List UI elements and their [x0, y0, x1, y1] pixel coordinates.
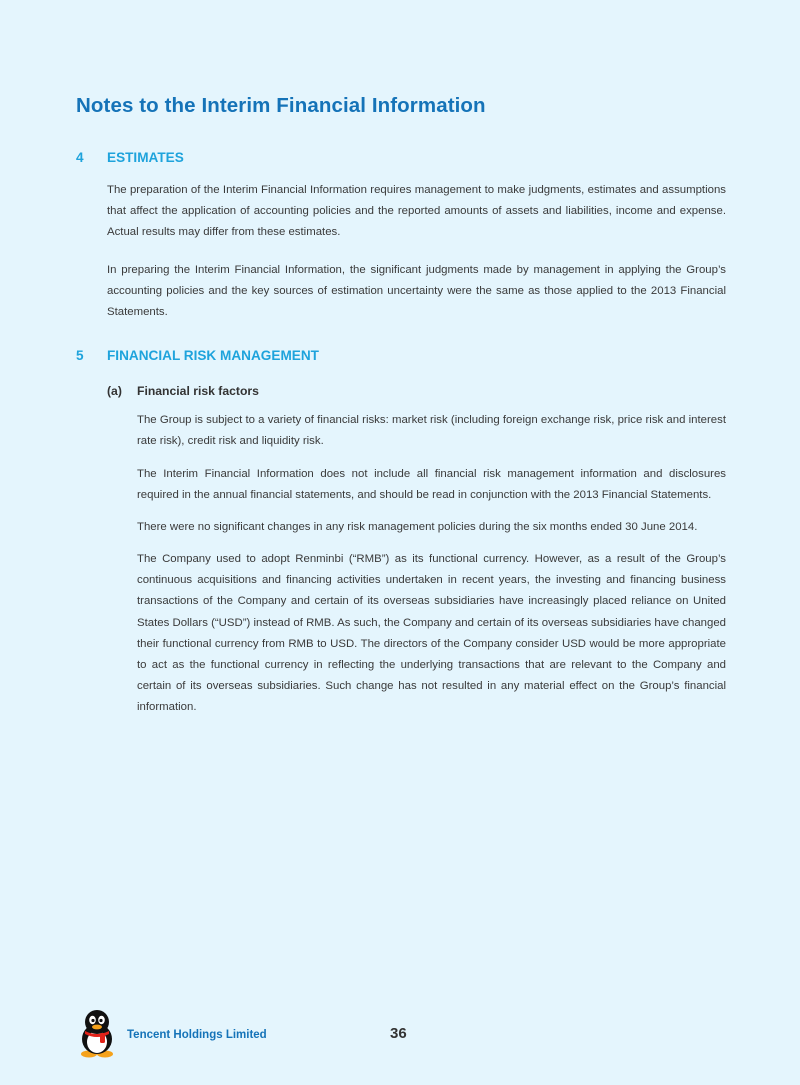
section-number: 4 — [76, 150, 84, 165]
subsection-title: Financial risk factors — [137, 384, 259, 398]
paragraph: The Interim Financial Information does not include all financial risk management information and disclosures required in the annual financial statements, and should be read in conjunction with the 2013 Financial Statements. — [137, 468, 726, 502]
paragraph: In preparing the Interim Financial Information, the significant judgments made by management in applying the Group’s accounting policies and the key sources of estimation uncertainty were the same as those applied to the 2013 Financial Statements. — [107, 264, 726, 319]
subsection-number: (a) — [107, 384, 122, 398]
section-heading-financial-risk-management — [76, 348, 319, 363]
paragraph: The preparation of the Interim Financial Information requires management to make judgments, estimates and assumptions that affect the application of accounting policies and the reported amounts of assets and liabilities, income and expense. Actual results may differ from these estimates. — [107, 184, 726, 239]
subsection-heading-financial-risk-factors — [107, 384, 259, 398]
paragraph: There were no significant changes in any risk management policies during the six months ended 30 June 2014. — [137, 521, 698, 533]
section-title: FINANCIAL RISK MANAGEMENT — [107, 348, 319, 363]
penguin-mascot-icon — [74, 1008, 120, 1063]
page-title: Notes to the Interim Financial Information — [76, 94, 486, 117]
page-number: 36 — [390, 1025, 407, 1042]
footer-company-name: Tencent Holdings Limited — [127, 1029, 267, 1041]
paragraph: The Company used to adopt Renminbi (“RMB”) as its functional currency. However, as a result of the Group’s continuous acquisitions and financing activities undertaken in recent years, the investing and financing business transactions of the Company and certain of its overseas subsidiaries have increasingly placed reliance on United States Dollars (“USD”) instead of RMB. As such, the Company and certain of its overseas subsidiaries have changed their functional currency from RMB to USD. The directors of the Company consider USD would be more appropriate to act as the functional currency in reflecting the underlying transactions that are relevant to the Company and certain of its overseas subsidiaries. Such change has not resulted in any material effect on the Group’s financial information. — [137, 553, 726, 714]
section-heading-estimates — [76, 150, 184, 165]
paragraph: The Group is subject to a variety of financial risks: market risk (including foreign exchange risk, price risk and interest rate risk), credit risk and liquidity risk. — [137, 414, 726, 448]
section-title: ESTIMATES — [107, 150, 184, 165]
section-number: 5 — [76, 348, 84, 363]
